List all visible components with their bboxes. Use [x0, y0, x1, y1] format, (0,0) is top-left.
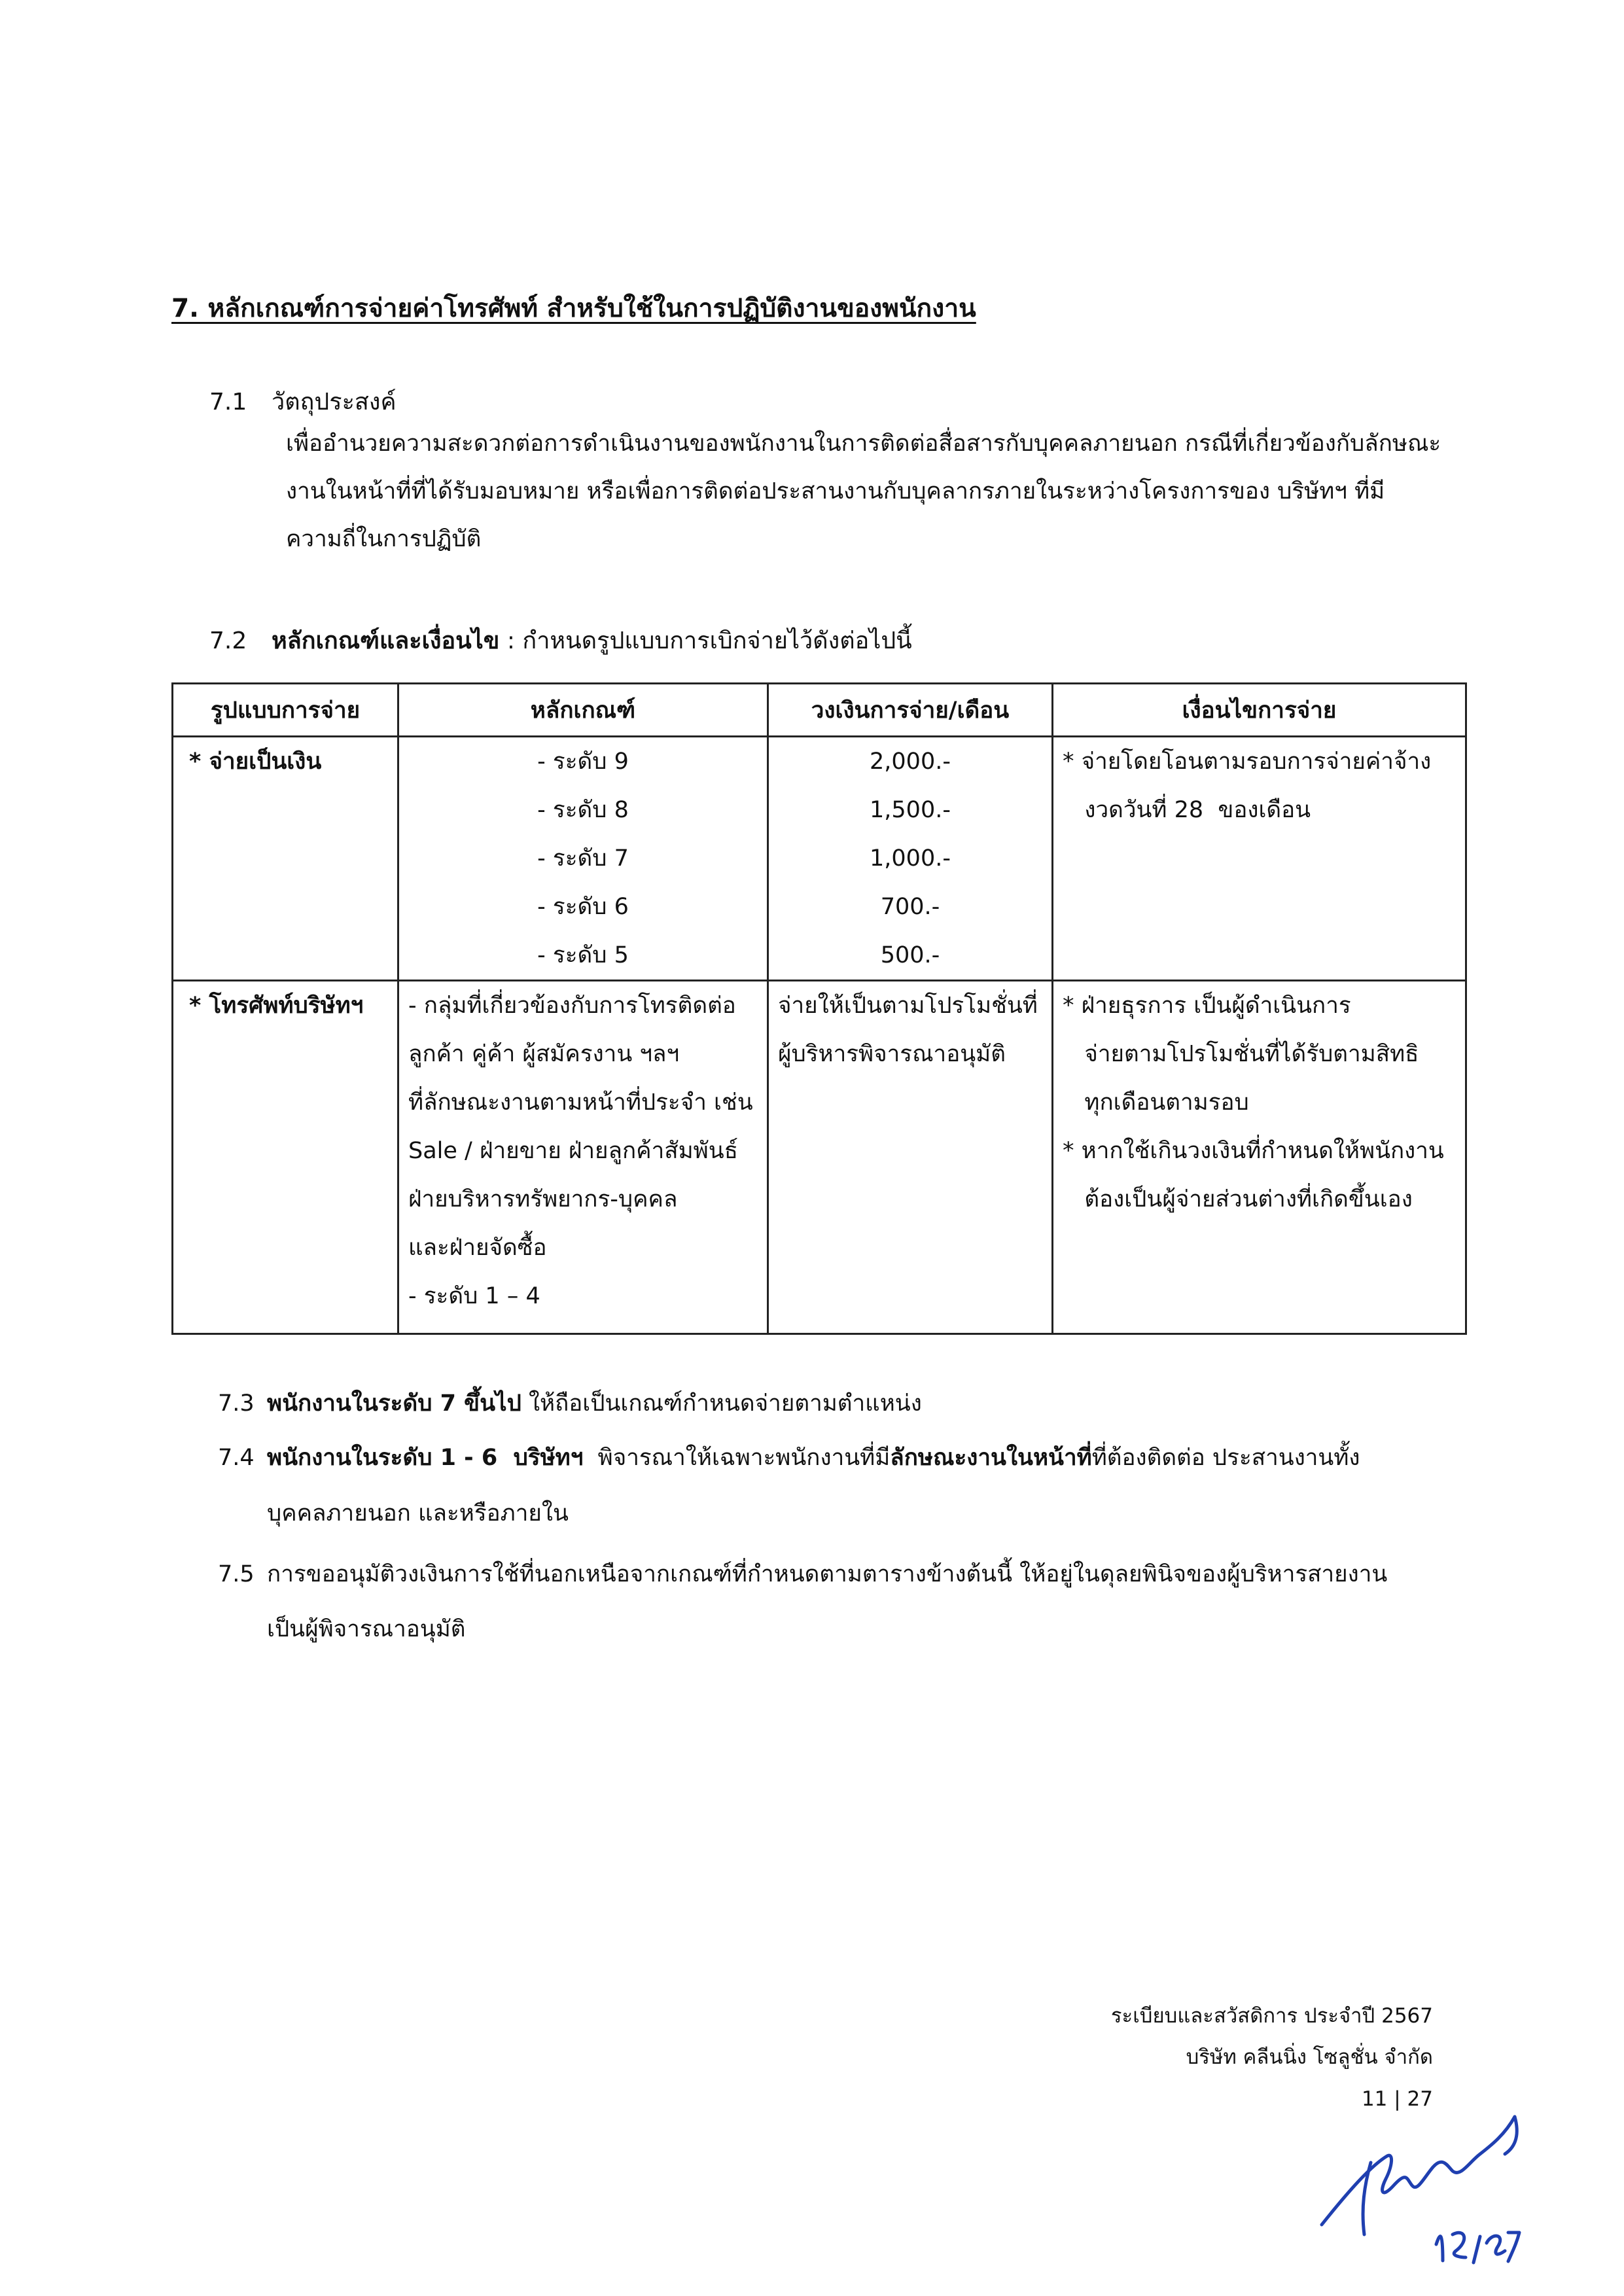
condition-line: ทุกเดือนตามรอบ — [1063, 1089, 1249, 1116]
level-item: - ระดับ 9 — [537, 749, 629, 775]
criteria-line: ลูกค้า คู่ค้า ผู้สมัครงาน ฯลฯ — [408, 1041, 680, 1067]
subsection-7-4 — [218, 1439, 1360, 1475]
handwritten-signature — [1309, 2094, 1583, 2270]
amount-line: จ่ายให้เป็นตามโปรโมชั่นที่ — [778, 993, 1038, 1019]
amount-item: 500.- — [880, 942, 940, 968]
condition-line: * หากใช้เกินวงเงินที่กำหนดให้พนักงาน — [1063, 1138, 1444, 1164]
amount-cell — [768, 737, 1053, 981]
paragraph-line: เพื่ออำนวยความสะดวกต่อการดำเนินงานของพนักงานในการติดต่อสื่อสารกับบุคคลภายนอก กรณีที่เกี่ยวข้องกับลักษณะ — [286, 431, 1441, 457]
page-number: 11 | 27 — [1361, 2087, 1433, 2111]
column-header: วงเงินการจ่าย/เดือน — [768, 684, 1053, 737]
level-item: - ระดับ 5 — [537, 942, 629, 968]
amount-item: 1,000.- — [870, 845, 951, 872]
subsection-7-1-title — [209, 383, 397, 420]
subsection-text: พิจารณาให้เฉพาะพนักงานที่มี — [583, 1445, 891, 1471]
subsection-text: ให้ถือเป็นเกณฑ์กำหนดจ่ายตามตำแหน่ง — [521, 1390, 922, 1417]
column-header: เงื่อนไขการจ่าย — [1053, 684, 1466, 737]
condition-line: * จ่ายโดยโอนตามรอบการจ่ายค่าจ้าง — [1063, 749, 1432, 775]
criteria-line: ฝ่ายบริหารทรัพยากร-บุคคล — [408, 1186, 678, 1212]
subsection-7-2-title — [209, 622, 912, 659]
subsection-7-3 — [218, 1385, 922, 1421]
condition-line: * ฝ่ายธุรการ เป็นผู้ดำเนินการ — [1063, 993, 1351, 1019]
condition-cell — [1053, 981, 1466, 1334]
subsection-text: การขออนุมัติวงเงินการใช้ที่นอกเหนือจากเกณฑ์ที่กำหนดตามตารางข้างต้นนี้ ให้อยู่ในดุลยพินิจของผู้บริหารสายงาน — [267, 1561, 1388, 1587]
table-row — [173, 981, 1466, 1334]
amount-item: 700.- — [880, 894, 940, 920]
level-item: - ระดับ 6 — [537, 894, 629, 920]
criteria-line: และฝ่ายจัดซื้อ — [408, 1235, 547, 1261]
criteria-line: - กลุ่มที่เกี่ยวข้องกับการโทรติดต่อ — [408, 993, 736, 1019]
criteria-line: - ระดับ 1 – 4 — [408, 1283, 540, 1309]
subsection-7-5 — [218, 1556, 1387, 1592]
bold-text: พนักงานในระดับ 7 ขึ้นไป — [267, 1390, 521, 1417]
level-item: - ระดับ 7 — [537, 845, 629, 872]
amount-item: 1,500.- — [870, 797, 951, 823]
subsection-text: : กำหนดรูปแบบการเบิกจ่ายไว้ดังต่อไปนี้ — [499, 627, 912, 654]
subsection-number: 7.3 — [218, 1390, 255, 1417]
payment-criteria-table — [171, 682, 1467, 1335]
subsection-number: 7.5 — [218, 1561, 255, 1587]
subsection-title: วัตถุประสงค์ — [272, 389, 397, 415]
footer-company-name: บริษัท คลีนนิ่ง โซลูชั่น จำกัด — [1186, 2045, 1433, 2069]
payment-type-cell: * โทรศัพท์บริษัทฯ — [173, 981, 398, 1334]
subsection-7-5-line2: เป็นผู้พิจารณาอนุมัติ — [267, 1616, 466, 1642]
payment-type-cell: * จ่ายเป็นเงิน — [173, 737, 398, 981]
subsection-number: 7.2 — [209, 627, 247, 654]
bold-text: ลักษณะงานในหน้าที่ — [890, 1445, 1092, 1471]
subsection-title: หลักเกณฑ์และเงื่อนไข — [272, 627, 500, 654]
column-header: หลักเกณฑ์ — [398, 684, 768, 737]
condition-line: จ่ายตามโปรโมชั่นที่ได้รับตามสิทธิ — [1063, 1041, 1419, 1067]
column-header: รูปแบบการจ่าย — [173, 684, 398, 737]
subsection-number: 7.4 — [218, 1445, 255, 1471]
paragraph-line: ความถี่ในการปฏิบัติ — [286, 526, 482, 552]
subsection-7-4-line2: บุคคลภายนอก และหรือภายใน — [267, 1500, 569, 1527]
condition-line: งวดวันที่ 28 ของเดือน — [1063, 797, 1311, 823]
section-heading: 7. หลักเกณฑ์การจ่ายค่าโทรศัพท์ สำหรับใช้ในการปฏิบัติงานของพนักงาน — [171, 294, 976, 323]
table-row — [173, 737, 1466, 981]
subsection-text: ที่ต้องติดต่อ ประสานงานทั้ง — [1091, 1445, 1360, 1471]
criteria-cell — [398, 737, 768, 981]
paragraph-line: งานในหน้าที่ที่ได้รับมอบหมาย หรือเพื่อการติดต่อประสานงานกับบุคลากรภายในระหว่างโครงการของ บริษัทฯ ที่มี — [286, 478, 1385, 504]
amount-line: ผู้บริหารพิจารณาอนุมัติ — [778, 1041, 1006, 1067]
condition-line: ต้องเป็นผู้จ่ายส่วนต่างที่เกิดขึ้นเอง — [1063, 1186, 1413, 1212]
criteria-cell — [398, 981, 768, 1334]
amount-item: 2,000.- — [870, 749, 951, 775]
objective-paragraph — [286, 420, 1441, 563]
subsection-number: 7.1 — [209, 389, 247, 415]
footer-regulation-title: ระเบียบและสวัสดิการ ประจำปี 2567 — [1110, 2004, 1433, 2028]
criteria-line: ที่ลักษณะงานตามหน้าที่ประจำ เช่น — [408, 1089, 753, 1116]
table-header-row — [173, 684, 1466, 737]
bold-text: พนักงานในระดับ 1 - 6 บริษัทฯ — [267, 1445, 584, 1471]
level-item: - ระดับ 8 — [537, 797, 629, 823]
condition-cell — [1053, 737, 1466, 981]
amount-cell — [768, 981, 1053, 1334]
criteria-line: Sale / ฝ่ายขาย ฝ่ายลูกค้าสัมพันธ์ — [408, 1138, 739, 1164]
